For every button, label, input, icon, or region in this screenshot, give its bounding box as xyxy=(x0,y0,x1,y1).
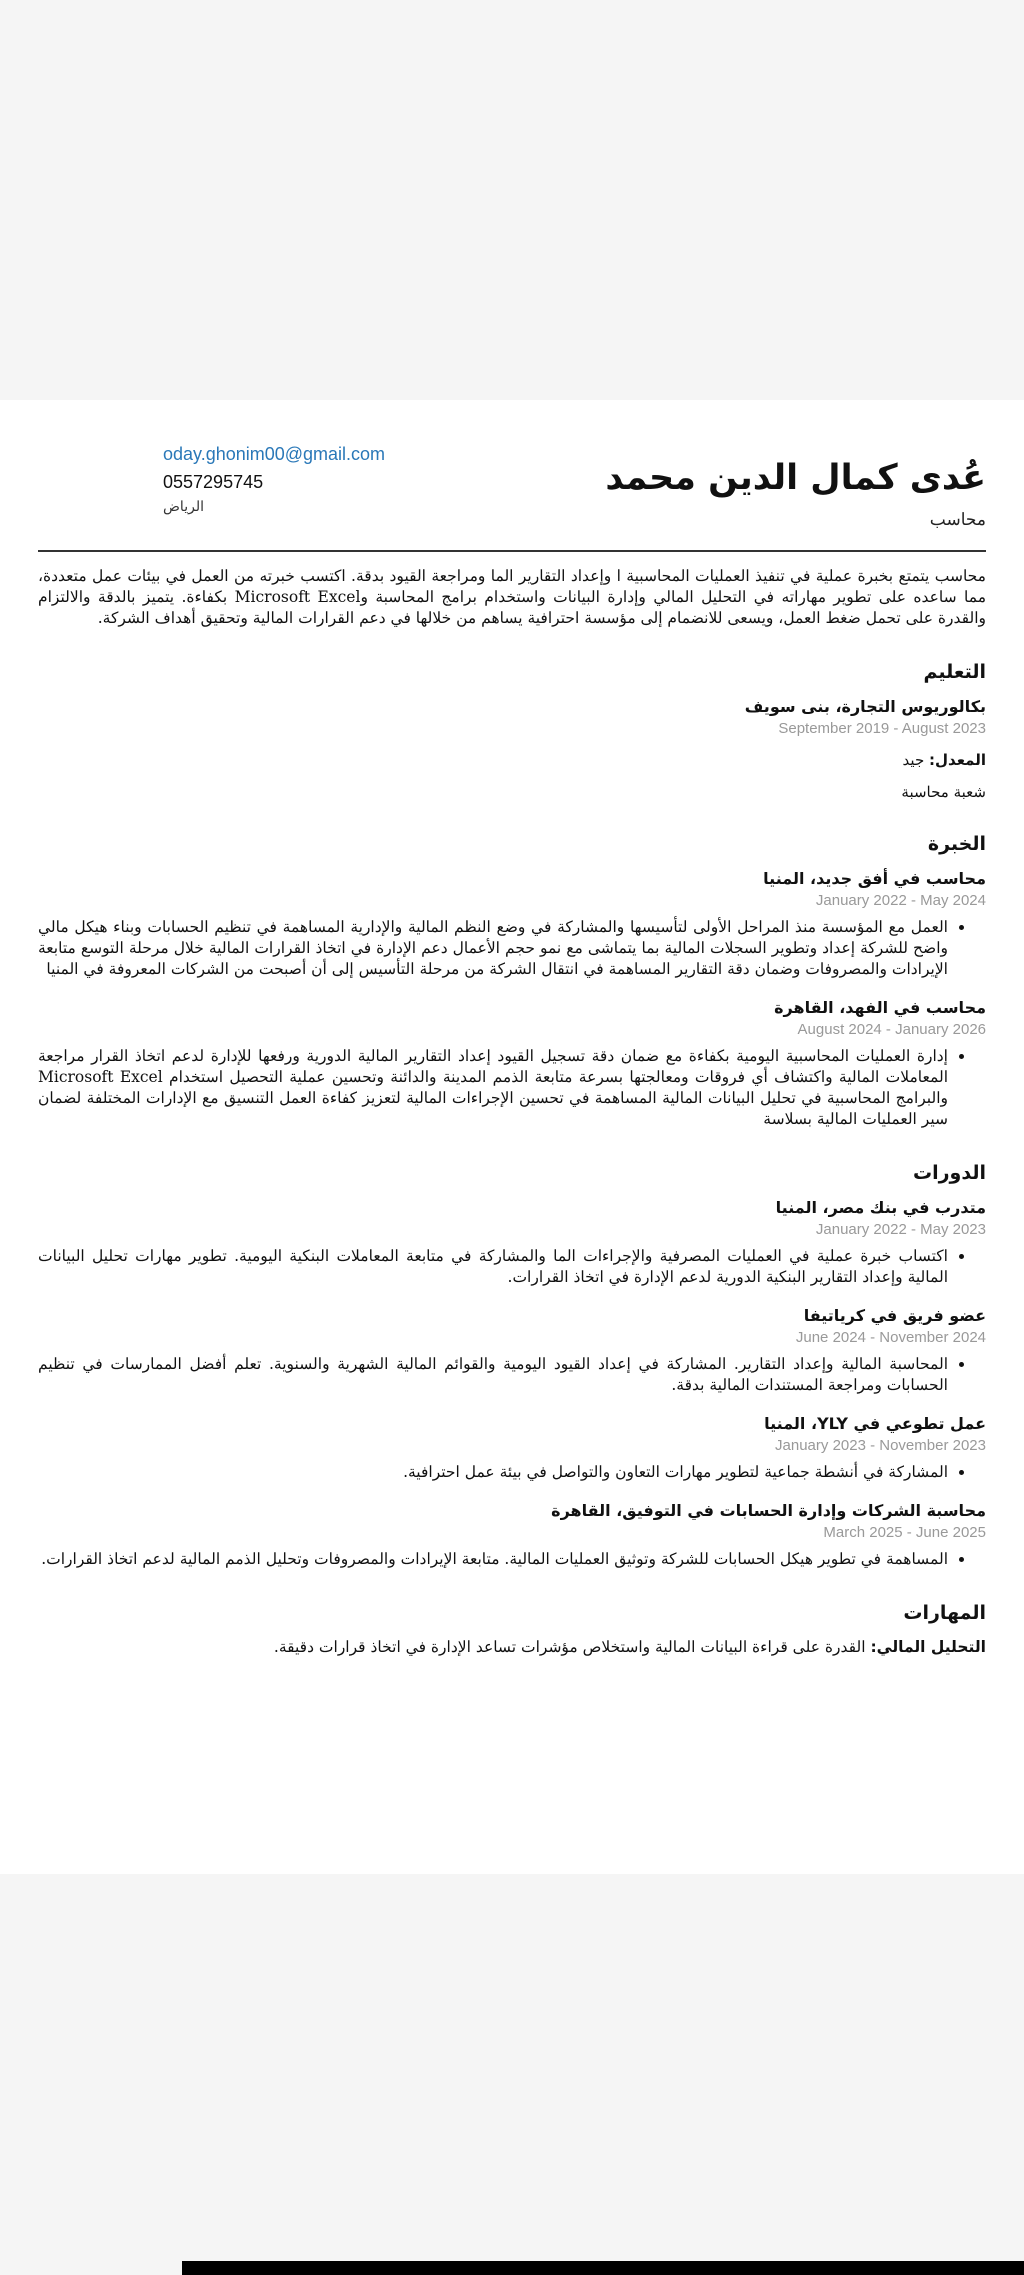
skill-label: التحليل المالي: xyxy=(870,1638,986,1656)
course-date: March 2025 - June 2025 xyxy=(823,1524,986,1541)
phone-number: 0557295745 xyxy=(163,472,264,492)
skill-item xyxy=(38,1638,986,1656)
resume-page xyxy=(0,400,1024,1874)
experience-date: August 2024 - January 2026 xyxy=(797,1021,986,1038)
education-date: September 2019 - August 2023 xyxy=(778,720,986,737)
gpa-label: المعدل: xyxy=(929,751,986,769)
education-degree: بكالوريوس التجارة، بنى سويف xyxy=(744,697,986,716)
courses-section-title: الدورات xyxy=(913,1162,986,1184)
experience-bullets xyxy=(38,917,986,980)
course-date: January 2023 - November 2023 xyxy=(775,1437,986,1454)
education-entry xyxy=(38,697,986,801)
gpa-value: جيد xyxy=(902,751,925,769)
course-bullets xyxy=(38,1462,986,1483)
course-bullet: • المحاسبة المالية وإعداد التقارير. المشاركة في إعداد القيود اليومية والقوائم المالية الشهرية والسنوية. تعلم أفضل الممارسات في تنظيم الحسابات ومراجعة المستندات المالية بدقة. xyxy=(38,1354,948,1396)
bottom-bar xyxy=(182,2261,1024,2275)
experience-bullet: • العمل مع المؤسسة منذ المراحل الأولى لتأسيسها والمشاركة في وضع النظم المالية والإدارية المساهمة في تنظيم الحسابات وبناء هيكل مالي واضح للشركة إعداد وتطوير السجلات المالية بما يتماشى مع نمو حجم الأعمال دعم الإدارة في اتخاذ القرارات المالية خلال مرحلة التوسع متابعة الإيرادات والمصروفات وضمان دقة التقارير المساهمة في انتقال الشركة من مرحلة التأسيس إلى أن أصبحت من الشركات المعروفة في المنيا xyxy=(38,917,948,980)
course-entry xyxy=(38,1501,986,1570)
experience-section-title: الخبرة xyxy=(927,833,986,855)
header-divider xyxy=(38,550,986,552)
city: الرياض xyxy=(163,499,204,515)
education-major: شعبة محاسبة xyxy=(901,783,986,801)
course-title: متدرب في بنك مصر، المنيا xyxy=(775,1198,986,1217)
course-date: June 2024 - November 2024 xyxy=(795,1329,986,1346)
course-title: محاسبة الشركات وإدارة الحسابات في التوفيق، القاهرة xyxy=(551,1501,986,1520)
experience-entry xyxy=(38,869,986,980)
course-bullets xyxy=(38,1354,986,1396)
course-entry xyxy=(38,1306,986,1396)
experience-title: محاسب في الفهد، القاهرة xyxy=(774,998,986,1017)
email-link[interactable]: oday.ghonim00@gmail.com xyxy=(163,444,386,464)
course-title: عضو فريق في كرياتيفا xyxy=(803,1306,986,1325)
course-date: January 2022 - May 2023 xyxy=(815,1221,986,1238)
course-entry xyxy=(38,1414,986,1483)
education-section-title: التعليم xyxy=(923,661,986,683)
course-bullets xyxy=(38,1549,986,1570)
skills-section-title: المهارات xyxy=(903,1602,986,1624)
course-bullets xyxy=(38,1246,986,1288)
experience-title: محاسب في أفق جديد، المنيا xyxy=(763,869,986,888)
course-bullet: • اكتساب خبرة عملية في العمليات المصرفية والإجراءات الما والمشاركة في متابعة المعاملات البنكية اليومية. تطوير مهارات تحليل البيانات المالية وإعداد التقارير البنكية الدورية لدعم الإدارة في اتخاذ القرارات. xyxy=(38,1246,948,1288)
candidate-job-title: محاسب xyxy=(929,510,986,530)
candidate-name: عُدى كمال الدين محمد xyxy=(605,458,986,498)
profile-summary: محاسب يتمتع بخبرة عملية في تنفيذ العمليات المحاسبية ا وإعداد التقارير الما ومراجعة القيود بدقة. اكتسب خبرته من العمل في بيئات عمل متعددة، مما ساعده على تطوير مهاراته في التحليل المالي وإدارة البيانات واستخدام برامج المحاسبة وMicrosoft Excel بكفاءة. يتميز بالدقة والالتزام والقدرة على تحمل ضغط العمل، ويسعى للانضمام إلى مؤسسة احترافية يساهم من خلالها في دعم القرارات المالية وتحقيق أهداف الشركة. xyxy=(38,567,987,627)
course-bullet: • المساهمة في تطوير هيكل الحسابات للشركة وتوثيق العمليات المالية. متابعة الإيرادات والمصروفات وتحليل الذمم المالية لدعم اتخاذ القرارات. xyxy=(38,1549,948,1570)
experience-bullet: • إدارة العمليات المحاسبية اليومية بكفاءة مع ضمان دقة تسجيل القيود إعداد التقارير المالية الدورية ورفعها للإدارة لدعم اتخاذ القرار مراجعة المعاملات المالية واكتشاف أي فروقات ومعالجتها بسرعة متابعة الذمم المدينة والدائنة وتحسين عملية التحصيل استخدام Microsoft Excel والبرامج المحاسبية في تحليل البيانات المالية المساهمة في تحسين الإجراءات المالية لتعزيز كفاءة العمل التنسيق مع الإدارات المختلفة لضمان سير العمليات المالية بسلاسة xyxy=(38,1046,948,1130)
skill-text: القدرة على قراءة البيانات المالية واستخلاص مؤشرات تساعد الإدارة في اتخاذ قرارات دقيقة. xyxy=(273,1638,866,1656)
experience-entry xyxy=(38,998,986,1130)
course-entry xyxy=(38,1198,986,1288)
education-gpa xyxy=(38,751,986,769)
course-title: عمل تطوعي في YLY، المنيا xyxy=(764,1414,986,1433)
resume-header xyxy=(38,400,986,550)
experience-bullets xyxy=(38,1046,986,1130)
contact-block xyxy=(163,444,385,515)
experience-date: January 2022 - May 2024 xyxy=(815,892,986,909)
course-bullet: • المشاركة في أنشطة جماعية لتطوير مهارات التعاون والتواصل في بيئة عمل احترافية. xyxy=(38,1462,948,1483)
